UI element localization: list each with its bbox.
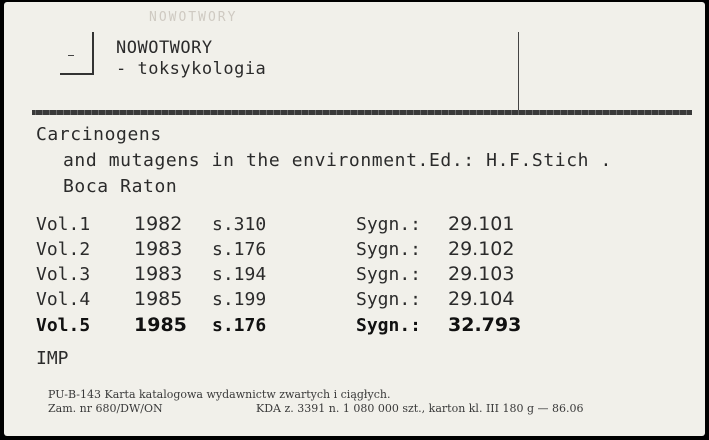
footer-form-line: PU-B-143 Karta katalogowa wydawnictw zwartych i ciągłych. [48,388,391,401]
volume-pages: s.310 [212,214,267,235]
footer-print-info: KDA z. 3391 n. 1 080 000 szt., karton kl. III 180 g — 86.06 [256,402,584,415]
signature-number: 29.101 [448,213,515,235]
signature-label: Sygn.: [356,289,422,310]
signature-number: 29.104 [448,288,515,310]
volume-year: 1983 [134,238,183,260]
header-bracket [92,32,94,74]
title-line-3: Boca Raton [63,176,178,197]
catalog-card [4,2,705,436]
volume-pages: s.176 [212,315,267,336]
header-bracket-underline [60,73,94,75]
volume-pages: s.199 [212,289,267,310]
volume-number: Vol.1 [36,214,91,235]
volume-number: Vol.2 [36,239,91,260]
header-tick-mark [68,55,74,56]
subject-heading [116,38,266,80]
signature-label: Sygn.: [356,264,422,285]
footer-order-number: Zam. nr 680/DW/ON [48,402,163,415]
volume-year: 1985 [134,288,183,310]
volume-number: Vol.5 [36,315,91,336]
title-line-1: Carcinogens [36,124,162,145]
volume-pages: s.194 [212,264,267,285]
volume-pages: s.176 [212,239,267,260]
volume-year: 1983 [134,263,183,285]
signature-number: 29.102 [448,238,515,260]
signature-label: Sygn.: [356,239,422,260]
signature-number: 29.103 [448,263,515,285]
subject-subdivision: - toksykologia [116,59,267,79]
header-rule [32,110,692,115]
imprint-note: IMP [36,348,69,369]
faded-stamp: NOWOTWORY [149,10,238,25]
signature-number: 32.793 [448,314,522,336]
volume-number: Vol.3 [36,264,91,285]
volume-number: Vol.4 [36,289,91,310]
signature-label: Sygn.: [356,315,422,336]
subject-term: NOWOTWORY [116,38,213,58]
volume-year: 1985 [134,314,187,336]
signature-label: Sygn.: [356,214,422,235]
title-line-2: and mutagens in the environment.Ed.: H.F.Stich . [63,150,612,171]
header-divider [518,32,519,110]
volume-year: 1982 [134,213,183,235]
